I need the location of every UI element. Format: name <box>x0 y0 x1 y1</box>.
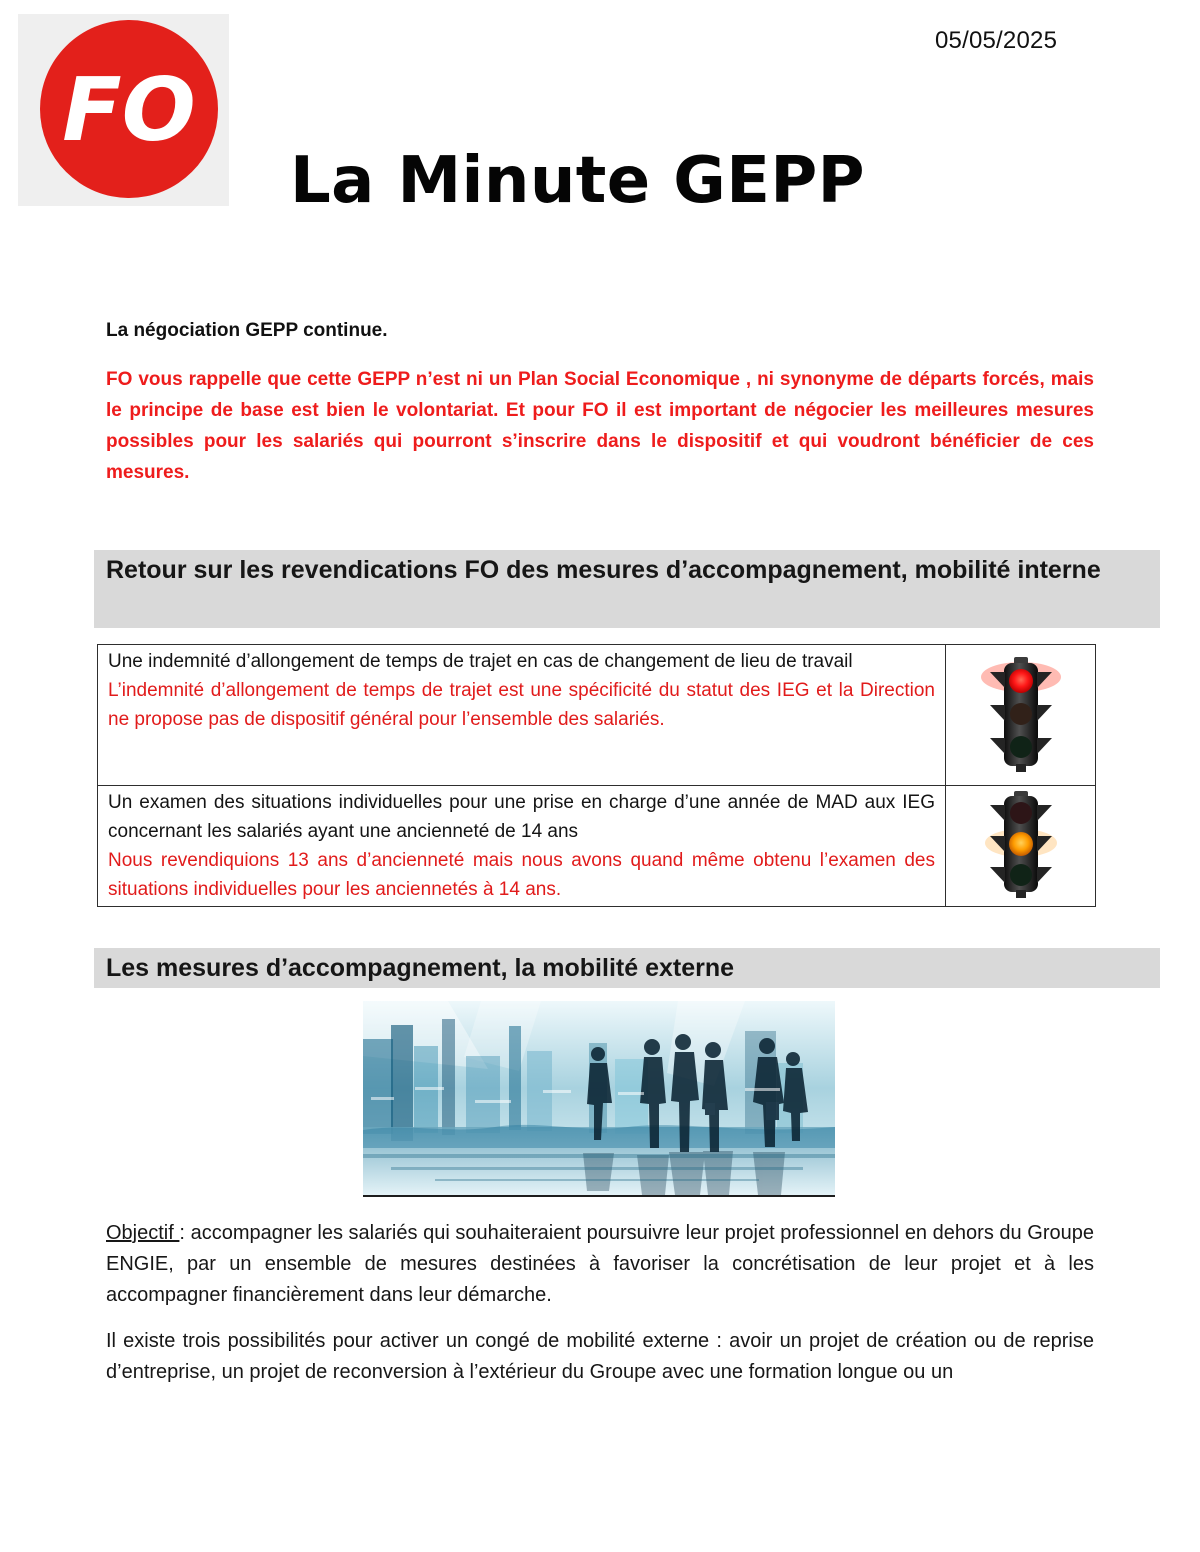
table-row <box>98 786 1096 907</box>
traffic-light-orange-icon <box>980 790 1062 898</box>
external-mobility-heading: Les mesures d’accompagnement, la mobilité externe <box>94 948 1160 988</box>
traffic-light-red-icon <box>980 654 1062 772</box>
objective-paragraph <box>106 1218 1094 1311</box>
objective-text: : accompagner les salariés qui souhaiteraient poursuivre leur projet professionnel en dehors du Groupe ENGIE, par un ensemble de mesures destinées à favoriser la concrétisation de leur projet et à les accompagner financièrement dans leur démarche. <box>106 1222 1094 1306</box>
status-cell <box>946 645 1096 786</box>
table-row <box>98 645 1096 786</box>
claim-demand: Un examen des situations individuelles pour une prise en charge d’une année de MAD aux IEG concernant les salariés ayant une ancienneté de 14 ans <box>108 792 935 842</box>
objective-label: Objectif <box>106 1222 180 1244</box>
status-cell <box>946 786 1096 907</box>
possibilities-paragraph: Il existe trois possibilités pour activer un congé de mobilité externe : avoir un projet de création ou de reprise d’entreprise, un projet de reconversion à l’extérieur du Groupe avec une formation longue ou un <box>106 1330 1094 1383</box>
page-title: La Minute GEPP <box>290 144 865 218</box>
claim-response: Nous revendiquions 13 ans d’ancienneté mais nous avons quand même obtenu l’examen des situations individuelles pour les anciennetés à 14 ans. <box>108 850 935 900</box>
table-text-cell <box>98 645 946 786</box>
business-people-city-image <box>363 1001 835 1197</box>
logo-text: FO <box>62 59 196 161</box>
internal-mobility-heading: Retour sur les revendications FO des mesures d’accompagnement, mobilité interne <box>94 550 1160 628</box>
claim-demand: Une indemnité d’allongement de temps de trajet en cas de changement de lieu de travail <box>108 651 853 672</box>
fo-logo <box>18 14 229 206</box>
document-date: 05/05/2025 <box>935 27 1058 54</box>
internal-mobility-table <box>97 644 1096 907</box>
claim-response: L’indemnité d’allongement de temps de trajet est une spécificité du statut des IEG et la Direction ne propose pas de dispositif général pour l’ensemble des salariés. <box>108 680 935 730</box>
intro-highlight: FO vous rappelle que cette GEPP n’est ni un Plan Social Economique , ni synonyme de départs forcés, mais le principe de base est bien le volontariat. Et pour FO il est important de négocier les meilleures mesures possibles pour les salariés qui pourront s’inscrire dans le dispositif et qui voudront bénéficier de ces mesures. <box>106 369 1094 483</box>
table-text-cell <box>98 786 946 907</box>
intro-label: La négociation GEPP continue. <box>106 320 388 341</box>
